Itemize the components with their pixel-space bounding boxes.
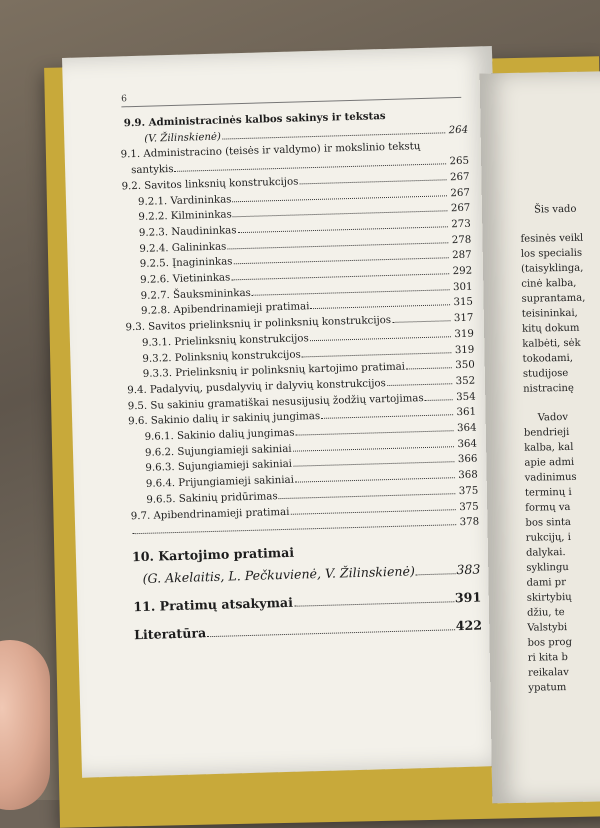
toc-entry-label: 9.6.2. Sujungiamieji sakiniai [144, 443, 292, 459]
toc-entry-label: 9.3.1. Prielinksnių konstrukcijos [141, 333, 309, 349]
toc-entry-label: 9.6. Sakinio dalių ir sakinių jungimas [128, 411, 321, 428]
toc-entry-page: 378 [459, 516, 480, 529]
left-page [62, 46, 512, 778]
toc-leader-dots [207, 620, 455, 637]
toc-entry-label: 9.1. Administracino (teisės ir valdymo) ir mokslinio tekstų [120, 141, 421, 161]
toc-entry-label: 9.2.6. Vietininkas [140, 272, 231, 286]
toc-entry-page: 375 [459, 501, 479, 513]
right-page-line: terminų i [524, 486, 572, 499]
toc-entry-label: 9.7. Apibendrinamieji pratimai [130, 506, 290, 522]
right-page-line: apie admi [524, 456, 575, 469]
table-of-contents [120, 107, 483, 646]
toc-entry-label: 9.5. Su sakiniu gramatiškai nesusijusių žodžių vartojimas [127, 392, 424, 412]
right-page-line: bos sinta [525, 516, 572, 529]
right-page-line: reikalav [528, 666, 569, 679]
toc-entry-label: 9.6.5. Sakinių pridūrimas [146, 491, 278, 506]
toc-entry [133, 586, 481, 618]
right-page-line: tokodami, [522, 352, 574, 365]
right-page-line: los specialis [520, 247, 583, 260]
toc-leader-dots [392, 311, 451, 323]
toc-entry-page: 364 [457, 438, 478, 450]
toc-entry-label: 10. Kartojimo pratimai [131, 544, 295, 565]
right-page-line: Vadov [537, 411, 569, 424]
toc-entry-label: 9.2.5. Įnagininkas [139, 256, 233, 271]
right-page-line: bendrieji [523, 426, 570, 439]
toc-leader-dots [424, 390, 452, 401]
right-page-line: dalykai. [525, 547, 566, 559]
toc-leader-dots [294, 592, 454, 606]
thumb [0, 640, 50, 810]
toc-entry-label: 9.2.3. Naudininkas [138, 225, 237, 239]
toc-entry-label: 9.2.2. Kilmininkas [138, 209, 232, 224]
toc-entry-page: 375 [458, 485, 479, 497]
toc-entry-page: 422 [455, 617, 483, 634]
right-page-text [520, 201, 600, 696]
toc-entry-label: 9.6.4. Prijungiamieji sakiniai [145, 474, 295, 490]
right-page [480, 71, 600, 804]
toc-leader-dots [387, 374, 453, 386]
toc-entry-page: 315 [453, 297, 474, 309]
right-page-line: džiu, te [526, 607, 565, 619]
toc-entry-page: 366 [457, 454, 478, 466]
right-page-line: (taisyklinga, [520, 262, 584, 275]
toc-entry-label: 9.2.7. Šauksmininkas [140, 287, 251, 302]
right-page-line: fesinės veikl [520, 232, 584, 245]
toc-entry-label: 9.3.2. Polinksnių konstrukcijos [142, 348, 301, 365]
header-rule [121, 97, 461, 107]
toc-entry-page: 319 [454, 328, 475, 340]
toc-entry-page: 267 [450, 187, 471, 199]
toc-entry-label: 9.9. Administracinės kalbos sakinys ir tekstas [123, 109, 386, 130]
toc-entry-page: 267 [450, 202, 471, 215]
right-page-line: kalbėti, sėk [522, 337, 581, 350]
toc-leader-dots [416, 564, 456, 575]
toc-entry-page: 319 [454, 344, 475, 356]
toc-entry-page: 368 [458, 469, 478, 482]
toc-entry-label: 9.2.1. Vardininkas [137, 193, 232, 208]
toc-entry-page: 278 [451, 234, 472, 246]
toc-entry-label: 11. Pratimų atsakymai [133, 594, 294, 615]
toc-entry-label: 9.2.4. Galininkas [139, 241, 227, 255]
right-page-line: formų va [525, 501, 571, 514]
toc-entry-label: 9.3. Savitos prielinksnių ir polinksnių konstrukcijos [125, 315, 392, 334]
right-page-line: nistracinę [523, 382, 574, 395]
right-page-line: bos prog [527, 636, 573, 649]
right-page-line: Šis vado [533, 203, 577, 216]
toc-entry-label: 9.2. Savitos linksnių konstrukcijos [121, 176, 299, 193]
right-page-line: teisininkai, [521, 307, 578, 320]
right-page-line: cinė kalba, [521, 277, 577, 290]
toc-entry-label: (G. Akelaitis, L. Pečkuvienė, V. Žilinskienė) [142, 563, 416, 586]
toc-entry-page: 352 [455, 375, 476, 388]
toc-entry-label: 9.2.8. Apibendrinamieji pratimai [140, 301, 310, 318]
toc-entry-label: 9.6.1. Sakinio dalių jungimas [144, 427, 295, 443]
toc-entry-page: 301 [452, 281, 473, 293]
toc-entry-page: 361 [456, 406, 477, 419]
toc-entry-page: 264 [448, 124, 469, 136]
right-page-line: kitų dokum [522, 322, 580, 335]
toc-entry-page: 354 [456, 391, 476, 403]
toc-entry-page: 391 [454, 589, 482, 606]
right-page-line: studijose [522, 367, 569, 380]
toc-entry-label: 9.4. Padalyvių, pusdalyvių ir dalyvių konstrukcijos [127, 378, 386, 397]
page-number: 6 [121, 94, 128, 105]
toc-entry-label: 9.3.3. Prielinksnių ir polinksnių kartojimo pratimai [142, 361, 406, 381]
toc-entry-page: 265 [449, 155, 470, 168]
right-page-line: syklingu [526, 561, 569, 574]
right-page-line: vadinimus [524, 471, 577, 484]
toc-entry-page: 364 [456, 422, 477, 435]
toc-entry-label: santykis [131, 164, 174, 177]
toc-leader-dots [406, 358, 452, 369]
toc-entry-page: 273 [451, 218, 471, 231]
toc-entry-page: 287 [452, 249, 472, 262]
right-page-line: rukcijų, i [525, 531, 572, 544]
right-page-line: kalba, kal [524, 441, 574, 454]
right-page-line: suprantama, [521, 292, 586, 305]
toc-entry-label: Literatūra [133, 625, 207, 643]
toc-entry [134, 614, 482, 646]
right-page-line: ri kita b [527, 652, 568, 664]
toc-entry-page: 350 [455, 359, 475, 372]
right-page-line: dami pr [526, 577, 567, 589]
toc-entry-page: 292 [452, 265, 473, 278]
right-page-line: ypatum [528, 682, 567, 694]
toc-entry-label: (V. Žilinskienė) [144, 131, 222, 145]
toc-entry-page: 317 [453, 312, 474, 325]
right-page-line: Valstybi [527, 622, 568, 634]
toc-entry-label: 9.6.3. Sujungiamieji sakiniai [145, 459, 293, 475]
toc-entry-page: 383 [456, 561, 481, 578]
toc-entry-page: 267 [449, 171, 470, 184]
right-page-line: skirtybių [526, 591, 572, 604]
